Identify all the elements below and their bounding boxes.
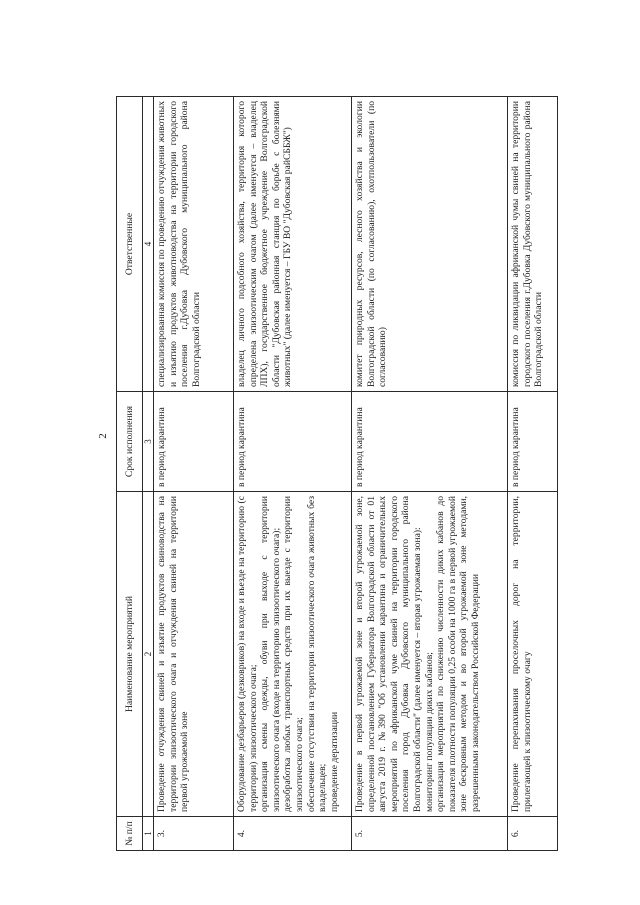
measure-line: Проведение отчуждения свиней и изъятие продуктов свиноводства на территории эпизоотического очага и отчуждения свиней на территории первой угрожаемой зоне bbox=[156, 496, 191, 812]
measures-table bbox=[116, 96, 558, 851]
row-number: 3. bbox=[154, 817, 234, 851]
row-responsible bbox=[154, 97, 234, 392]
table-row bbox=[154, 97, 234, 851]
column-number: 4 bbox=[143, 97, 154, 392]
measure-line: Проведение перепахивания проселочных дорог на территории, прилегающей к эпизоотическому очагу bbox=[510, 496, 533, 812]
row-measures bbox=[508, 492, 558, 817]
responsible-line: комитет природных ресурсов, лесного хозяйства и экологии Волгоградской области (по согласованию), охотпользователи (по согласованию) bbox=[354, 101, 389, 387]
row-measures bbox=[154, 492, 234, 817]
header-num: № п/п bbox=[117, 817, 143, 851]
row-measures bbox=[352, 492, 508, 817]
row-term: в период карантина bbox=[352, 392, 508, 492]
row-measures bbox=[234, 492, 352, 817]
document-table-rotated bbox=[116, 97, 556, 851]
responsible-line: комиссия по ликвидации африканской чумы свиней на территории городского поселения г.Дубовка Дубовского муниципального района Волгоградской области bbox=[510, 101, 545, 387]
responsible-line: владелец личного подсобного хозяйства, территория которого определена эпизоотическим очагом (далее именуется – владелец ЛПХ), государственное бюджетное учреждение Волгоградской области "Дубовская районная станция по борьбе с болезнями животных" (далее именуется – ГБУ ВО "Дубовская райСББЖ") bbox=[236, 101, 294, 387]
header-term: Срок исполнения bbox=[117, 392, 143, 492]
row-number: 5. bbox=[352, 817, 508, 851]
table-row bbox=[352, 97, 508, 851]
row-number: 4. bbox=[234, 817, 352, 851]
column-number-row bbox=[143, 97, 154, 851]
table-row bbox=[508, 97, 558, 851]
measure-line: мониторинг популяции диких кабанов; bbox=[423, 652, 435, 812]
row-term: в период карантина bbox=[234, 392, 352, 492]
header-responsible: Ответственные bbox=[117, 97, 143, 392]
column-number: 1 bbox=[143, 817, 154, 851]
row-responsible bbox=[234, 97, 352, 392]
column-number: 3 bbox=[143, 392, 154, 492]
row-term: в период карантина bbox=[508, 392, 558, 492]
header-row bbox=[117, 97, 143, 851]
measure-line: организация смены одежды, обуви при выходе с территории эпизоотического очага (входе на территорию эпизоотического очага); bbox=[259, 496, 282, 812]
row-number: 6. bbox=[508, 817, 558, 851]
page-number: 2 bbox=[97, 433, 109, 439]
measure-line: Проведение в первой угрожаемой зоне и второй угрожаемой зоне, определенной постановлением Губернатора Волгоградской области от 01 августа 2019 г. №390 "Об установлении карантина и ограничительных мероприятий по африканской чуме свиней на территории городского поселения город Дубовка Дубовского муниципального района Волгоградской области" (далее именуется – вторая угрожаемая зона): bbox=[354, 496, 423, 812]
measure-line: дезобработка любых транспортных средств при их выезде с территории эпизоотического очага; bbox=[282, 496, 305, 812]
responsible-line: специализированная комиссия по проведению отчуждения животных и изъятию продуктов животноводства на территории городского поселения г.Дубовка Дубовского муниципального района Волгоградской области bbox=[156, 101, 202, 387]
row-term: в период карантина bbox=[154, 392, 234, 492]
row-responsible bbox=[508, 97, 558, 392]
table-row bbox=[234, 97, 352, 851]
measure-line: проведение дератизации bbox=[328, 711, 340, 812]
column-number: 2 bbox=[143, 492, 154, 817]
measure-line: Оборудование дезбарьеров (дезковриков) на входе и въезде на территорию (с территории) эпизоотического очага; bbox=[236, 496, 259, 812]
header-measures: Наименование мероприятий bbox=[117, 492, 143, 817]
measure-line: организация мероприятий по снижению численности диких кабанов до показателя плотности популяции 0,25 особи на 1000 га в первой угрожаемой зоне бескровным методом и во второй угрожаемой зоне методами, разрешенными законодательством Российской Федерации bbox=[435, 496, 481, 812]
measure-line: обеспечение отсутствия на территории эпизоотического очага животных без владельцев; bbox=[305, 496, 329, 812]
row-responsible bbox=[352, 97, 508, 392]
